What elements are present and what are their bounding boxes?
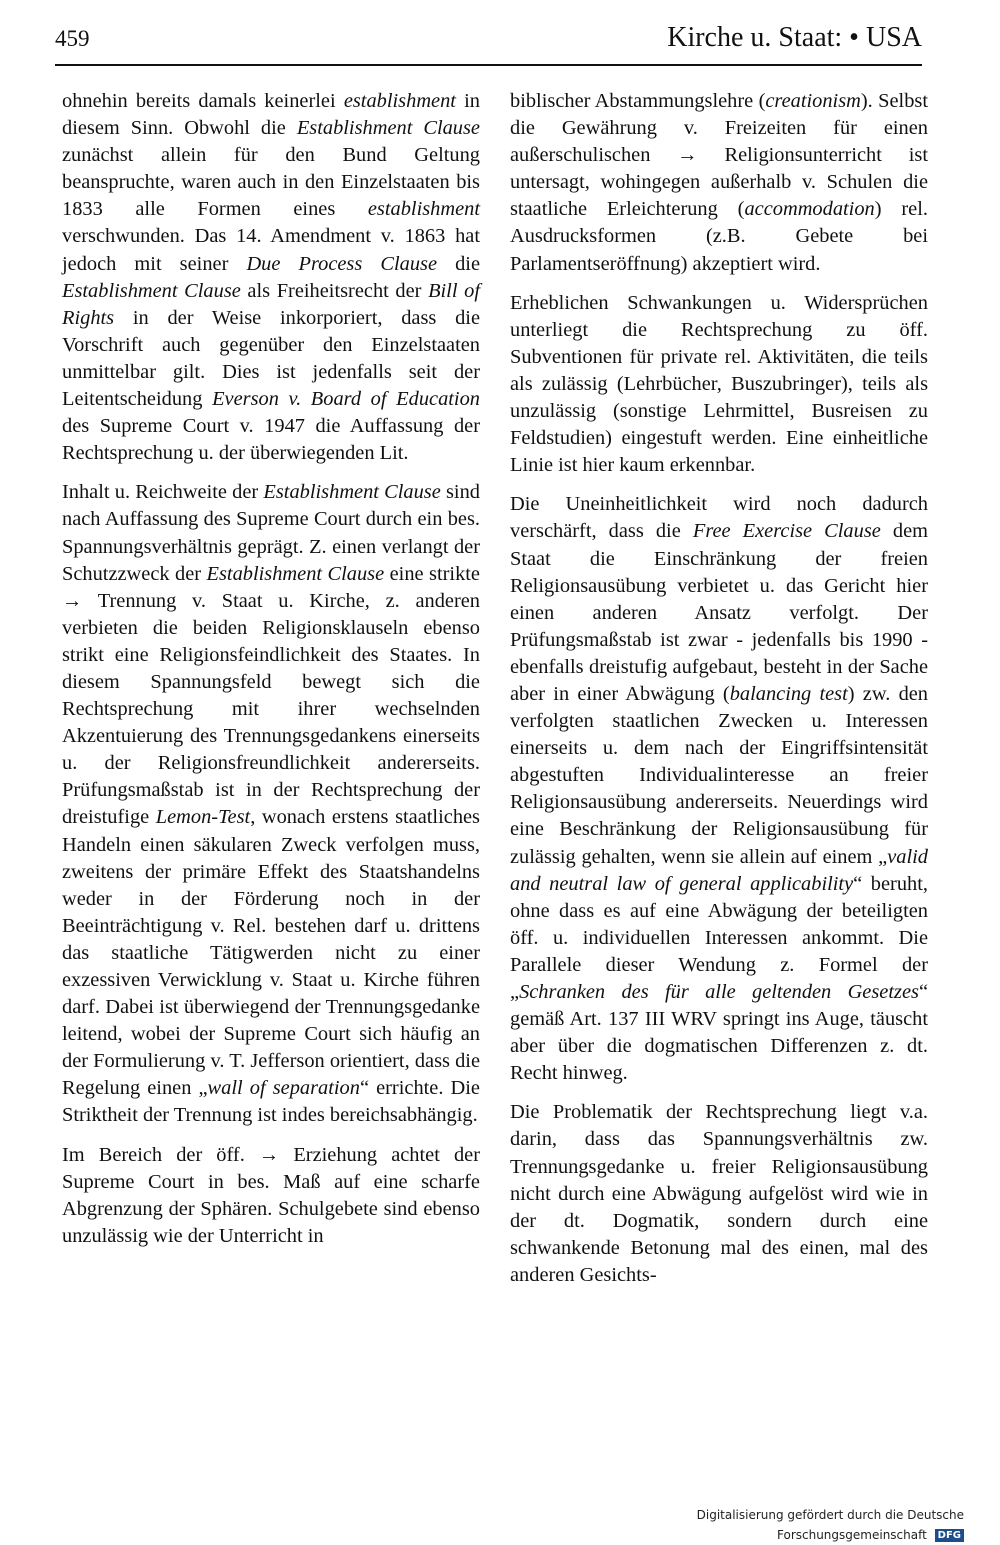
text-run: ) zw. den verfolgten staatlichen Zwecken u. Interessen einerseits u. dem nach der Eingriffsintensität abgestuften Individualinteresse an freier Religionsausübung andererseits. Neuerdings wird eine Beschränkung der Religionsausübung für zulässig gehalten, wenn sie allein auf einem „ — [510, 682, 929, 868]
text-run: biblischer Abstammungslehre ( — [510, 90, 766, 112]
italic-term: Establishment Clause — [206, 562, 385, 585]
text-run: Erheblichen Schwankungen u. Widersprüchen unterliegt die Rechtsprechung zu öff. Subventionen für private rel. Aktivitäten, die teils als zulässig (Lehrbücher, Buszubringer), teils als unzulässig (sonstige Lehrmittel, Busreisen zu Feldstudien) eingestuft werden. Eine einheitliche Linie ist hier kaum erkennbar. — [510, 291, 928, 477]
running-head: Kirche u. Staat: • USA — [667, 22, 922, 53]
paragraph — [62, 88, 480, 467]
italic-term: Bill of Rights — [62, 279, 480, 329]
header-rule — [55, 64, 922, 66]
text-run: ) rel. Ausdrucksformen (z.B. Gebete bei Parlamentseröffnung) akzeptiert wird. — [510, 198, 928, 275]
text-run: sind nach Auffassung des Supreme Court durch ein bes. Spannungsverhältnis geprägt. Z. einen verlangt der Schutzzweck der — [62, 481, 480, 585]
text-run: verschwunden. Das 14. Amendment v. 1863 hat jedoch mit seiner — [62, 225, 480, 275]
italic-term: Schranken des für alle geltenden Gesetzes — [519, 981, 919, 1003]
text-run: dem Staat die Einschränkung der freien Religionsausübung verbietet u. das Gericht hier einen anderen Ansatz verfolgt. Der Prüfungsmaßstab ist zwar - jedenfalls bis 1990 - ebenfalls dreistufig aufgebaut, besteht in der Sache aber in einer Abwägung ( — [510, 520, 928, 705]
text-run: in diesem Sinn. Obwohl die — [62, 90, 480, 140]
left-column — [62, 88, 480, 1262]
text-run: , wonach erstens staatliches Handeln einen säkularen Zweck verfolgen muss, zweitens der primäre Effekt des Staatshandelns weder in der Förderung noch in der Beeinträchtigung v. Rel. bestehen darf u. drittens das staatliche Tätigwerden nicht zu einer exzessiven Verwicklung v. Staat u. Kirche führen darf. Dabei ist überwiegend der Trennungsgedanke leitend, wobei der Supreme Court sich häufig an der Formulierung v. T. Jefferson orientiert, dass die Regelung einen „ — [62, 806, 480, 1100]
text-run: Im Bereich der öff. → Erziehung achtet der Supreme Court in bes. Maß auf eine scharfe Abgrenzung der Sphären. Schulgebete sind ebenso unzulässig wie der Unterricht in — [62, 1143, 480, 1247]
footer-credit: Digitalisierung gefördert durch die Deutsche Forschungsgemeinschaft — [696, 1508, 964, 1542]
text-run: “ errichte. Die Striktheit der Trennung ist indes bereichsabhängig. — [62, 1077, 480, 1127]
page-number: 459 — [55, 26, 90, 51]
paragraph — [62, 479, 480, 1129]
italic-term: accommodation — [744, 198, 875, 221]
paragraph — [510, 1099, 928, 1289]
text-run: als Freiheitsrecht der — [240, 279, 429, 302]
italic-term: wall of separation — [207, 1077, 360, 1100]
italic-term: valid and neutral law of general applicability — [510, 845, 928, 895]
italic-term: Establishment Clause — [62, 279, 241, 302]
text-run: zunächst allein für den Bund Geltung beanspruchte, waren auch in den Einzelstaaten bis 1833 alle Formen eines — [62, 144, 480, 221]
text-run: die — [437, 252, 480, 275]
text-run: des Supreme Court v. 1947 die Auffassung der Rechtsprechung u. der überwiegenden Lit. — [62, 415, 480, 465]
italic-term: Establishment Clause — [263, 481, 441, 504]
paragraph — [510, 290, 928, 480]
text-run: ). Selbst die Gewährung v. Freizeiten für einen außerschulischen → Religionsunterricht ist untersagt, wohingegen außerhalb v. Schulen die staatliche Erleichterung ( — [510, 90, 928, 221]
italic-term: Free Exercise Clause — [692, 520, 881, 543]
right-column — [510, 88, 928, 1301]
footer — [544, 1505, 964, 1542]
text-run: Inhalt u. Reichweite der — [62, 481, 264, 504]
paragraph — [62, 1142, 480, 1250]
italic-term: establishment — [343, 90, 456, 112]
text-run: eine strikte → Trennung v. Staat u. Kirche, z. anderen verbieten die beiden Religionsklauseln ebenso strikt eine Religionsfeindlichkeit des Staates. In diesem Spannungsfeld bewegt sich die Rechtsprechung mit ihrer wechselnden Akzentuierung des Trennungsgedankens einerseits u. der Religionsfreundlichkeit andererseits. Prüfungsmaßstab ist in der Rechtsprechung der dreistufige — [62, 562, 480, 829]
italic-term: establishment — [367, 198, 480, 221]
italic-term: Establishment Clause — [296, 117, 480, 140]
italic-term: Due Process Clause — [246, 252, 438, 275]
paragraph — [510, 491, 928, 1087]
text-run: “ gemäß Art. 137 III WRV springt ins Auge, täuscht aber über die dogmatischen Differenzen z. dt. Recht hinweg. — [510, 981, 928, 1085]
italic-term: Lemon-Test — [155, 806, 251, 829]
dfg-logo-icon: DFG — [935, 1529, 964, 1542]
italic-term: Everson v. Board of Education — [212, 388, 480, 411]
paragraph — [510, 88, 928, 278]
italic-term: balancing test — [729, 682, 848, 705]
italic-term: creationism — [765, 90, 861, 112]
text-run: Die Uneinheitlichkeit wird noch dadurch verschärft, dass die — [510, 493, 928, 543]
text-run: “ beruht, ohne dass es auf eine Abwägung der beteiligten öff. u. individuellen Interessen ankommt. Die Parallele dieser Wendung z. Formel der „ — [510, 872, 928, 1003]
text-run: in der Weise inkorporiert, dass die Vorschrift auch gegenüber den Einzelstaaten unmittelbar gilt. Dies ist jedenfalls seit der Leitentscheidung — [62, 306, 480, 411]
text-run: Die Problematik der Rechtsprechung liegt v.a. darin, dass das Spannungsverhältnis zw. Trennungsgedanke u. freier Religionsausübung nicht durch eine Abwägung aufgelöst wird wie in der dt. Dogmatik, sondern durch eine schwankende Betonung mal des einen, mal des anderen Gesichts- — [510, 1101, 928, 1286]
text-run: ohnehin bereits damals keinerlei — [62, 90, 344, 112]
